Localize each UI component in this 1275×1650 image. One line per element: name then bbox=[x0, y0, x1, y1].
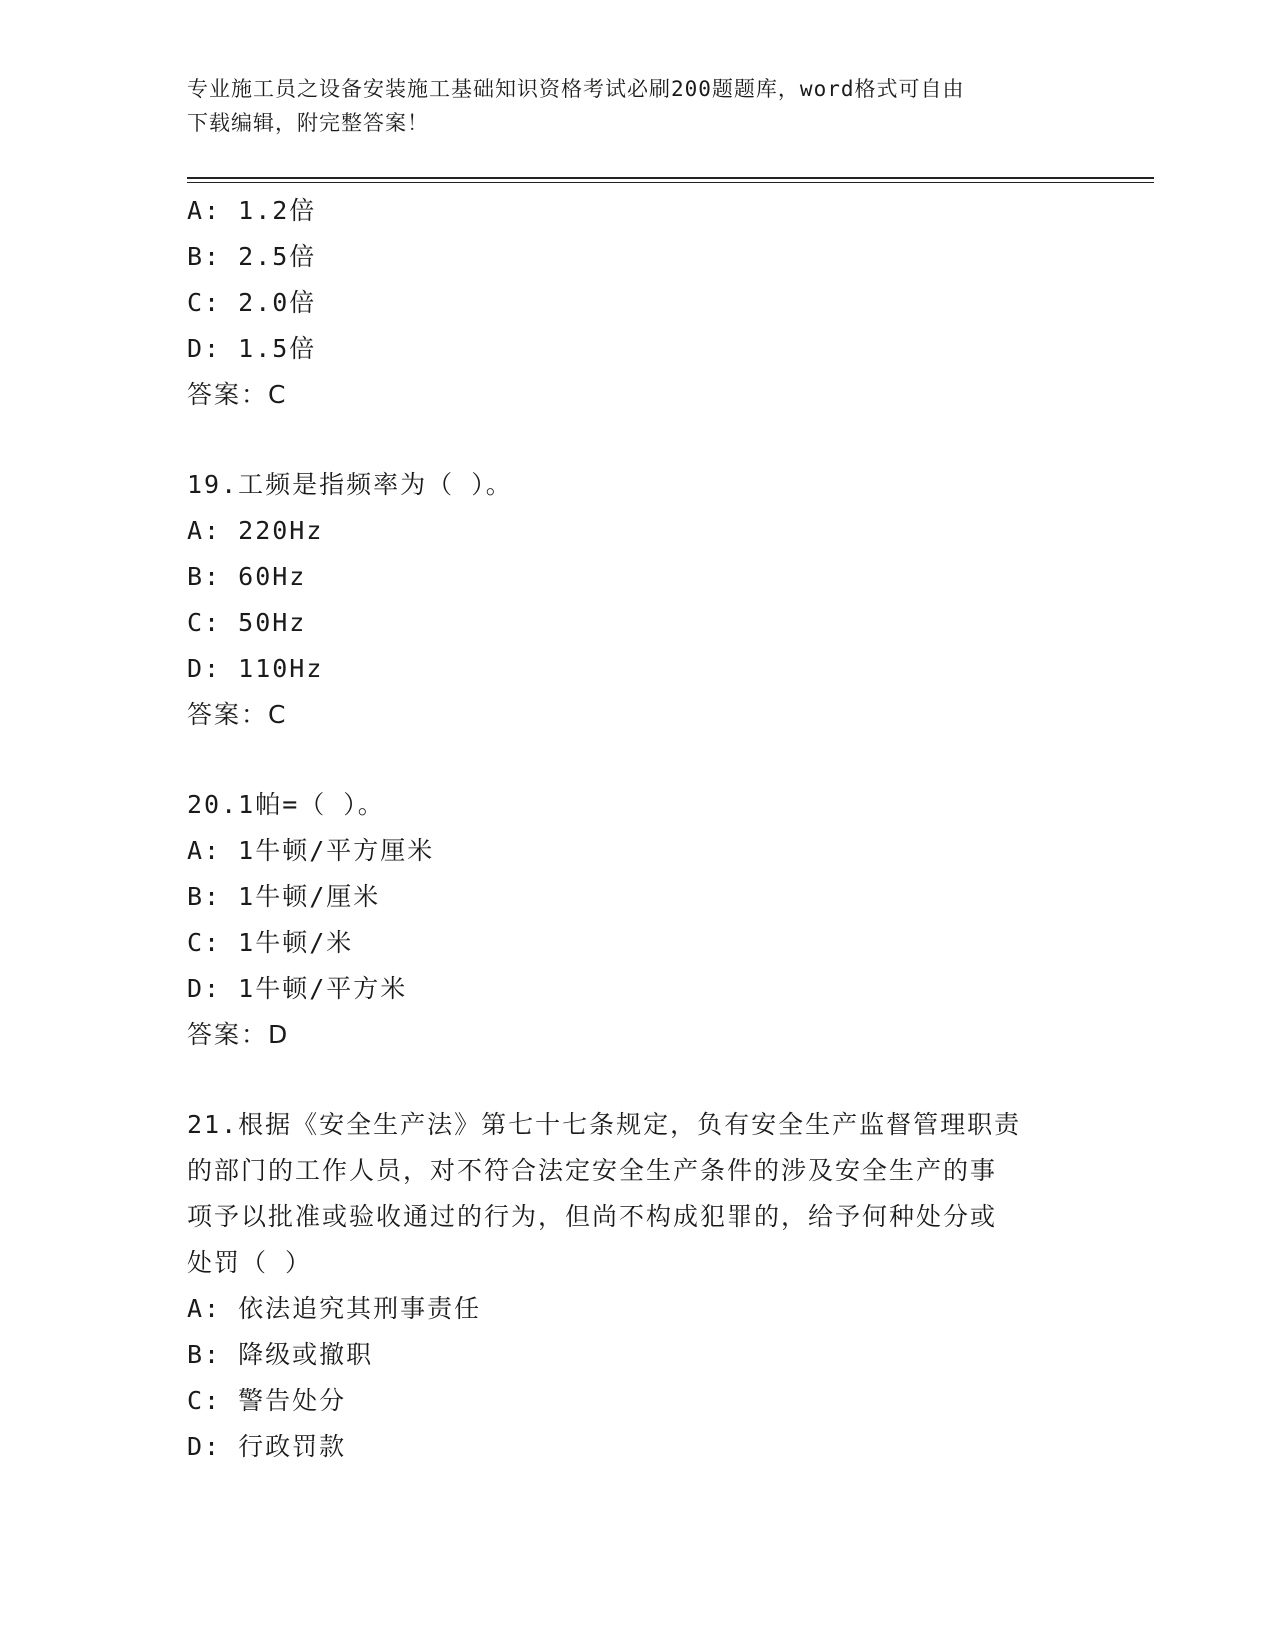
option-d: D: 110Hz bbox=[187, 654, 324, 683]
option-b: B: 60Hz bbox=[187, 562, 307, 591]
question-text-line-2: 的部门的工作人员，对不符合法定安全生产条件的涉及安全生产的事 bbox=[187, 1156, 998, 1185]
question-text-line-1: 21.根据《安全生产法》第七十七条规定，负有安全生产监督管理职责 bbox=[187, 1110, 1022, 1139]
option-b: B: 降级或撤职 bbox=[187, 1340, 374, 1369]
option-d: D: 1牛顿/平方米 bbox=[187, 974, 408, 1003]
option-a: A: 1.2倍 bbox=[187, 196, 317, 225]
option-c: C: 2.0倍 bbox=[187, 288, 317, 317]
header-line-2: 下载编辑，附完整答案！ bbox=[187, 111, 429, 135]
option-b: B: 1牛顿/厘米 bbox=[187, 882, 381, 911]
spacer bbox=[187, 738, 1087, 782]
question-21 bbox=[187, 1102, 1087, 1470]
question-text-line-3: 项予以批准或验收通过的行为，但尚不构成犯罪的，给予何种处分或 bbox=[187, 1202, 998, 1231]
option-a: A: 依法追究其刑事责任 bbox=[187, 1294, 482, 1323]
option-c: C: 1牛顿/米 bbox=[187, 928, 354, 957]
answer-line: 答案：C bbox=[187, 700, 288, 729]
question-list bbox=[187, 188, 1087, 1470]
option-d: D: 1.5倍 bbox=[187, 334, 317, 363]
header-rule-thick bbox=[187, 177, 1154, 179]
question-text: 19.工频是指频率为（ ）。 bbox=[187, 470, 513, 499]
option-a: A: 220Hz bbox=[187, 516, 324, 545]
header-rule-thin bbox=[187, 182, 1154, 183]
question-19 bbox=[187, 462, 1087, 738]
spacer bbox=[187, 1058, 1087, 1102]
document-header bbox=[187, 72, 1087, 140]
option-d: D: 行政罚款 bbox=[187, 1432, 347, 1461]
option-b: B: 2.5倍 bbox=[187, 242, 317, 271]
option-c: C: 警告处分 bbox=[187, 1386, 347, 1415]
question-20 bbox=[187, 782, 1087, 1058]
spacer bbox=[187, 418, 1087, 462]
question-18 bbox=[187, 188, 1087, 418]
question-text: 20.1帕=（ ）。 bbox=[187, 790, 385, 819]
answer-line: 答案：C bbox=[187, 380, 288, 409]
option-c: C: 50Hz bbox=[187, 608, 307, 637]
answer-line: 答案：D bbox=[187, 1020, 290, 1049]
option-a: A: 1牛顿/平方厘米 bbox=[187, 836, 435, 865]
header-line-1: 专业施工员之设备安装施工基础知识资格考试必刷200题题库，word格式可自由 bbox=[187, 77, 965, 101]
question-text-line-4: 处罚（ ） bbox=[187, 1248, 313, 1277]
